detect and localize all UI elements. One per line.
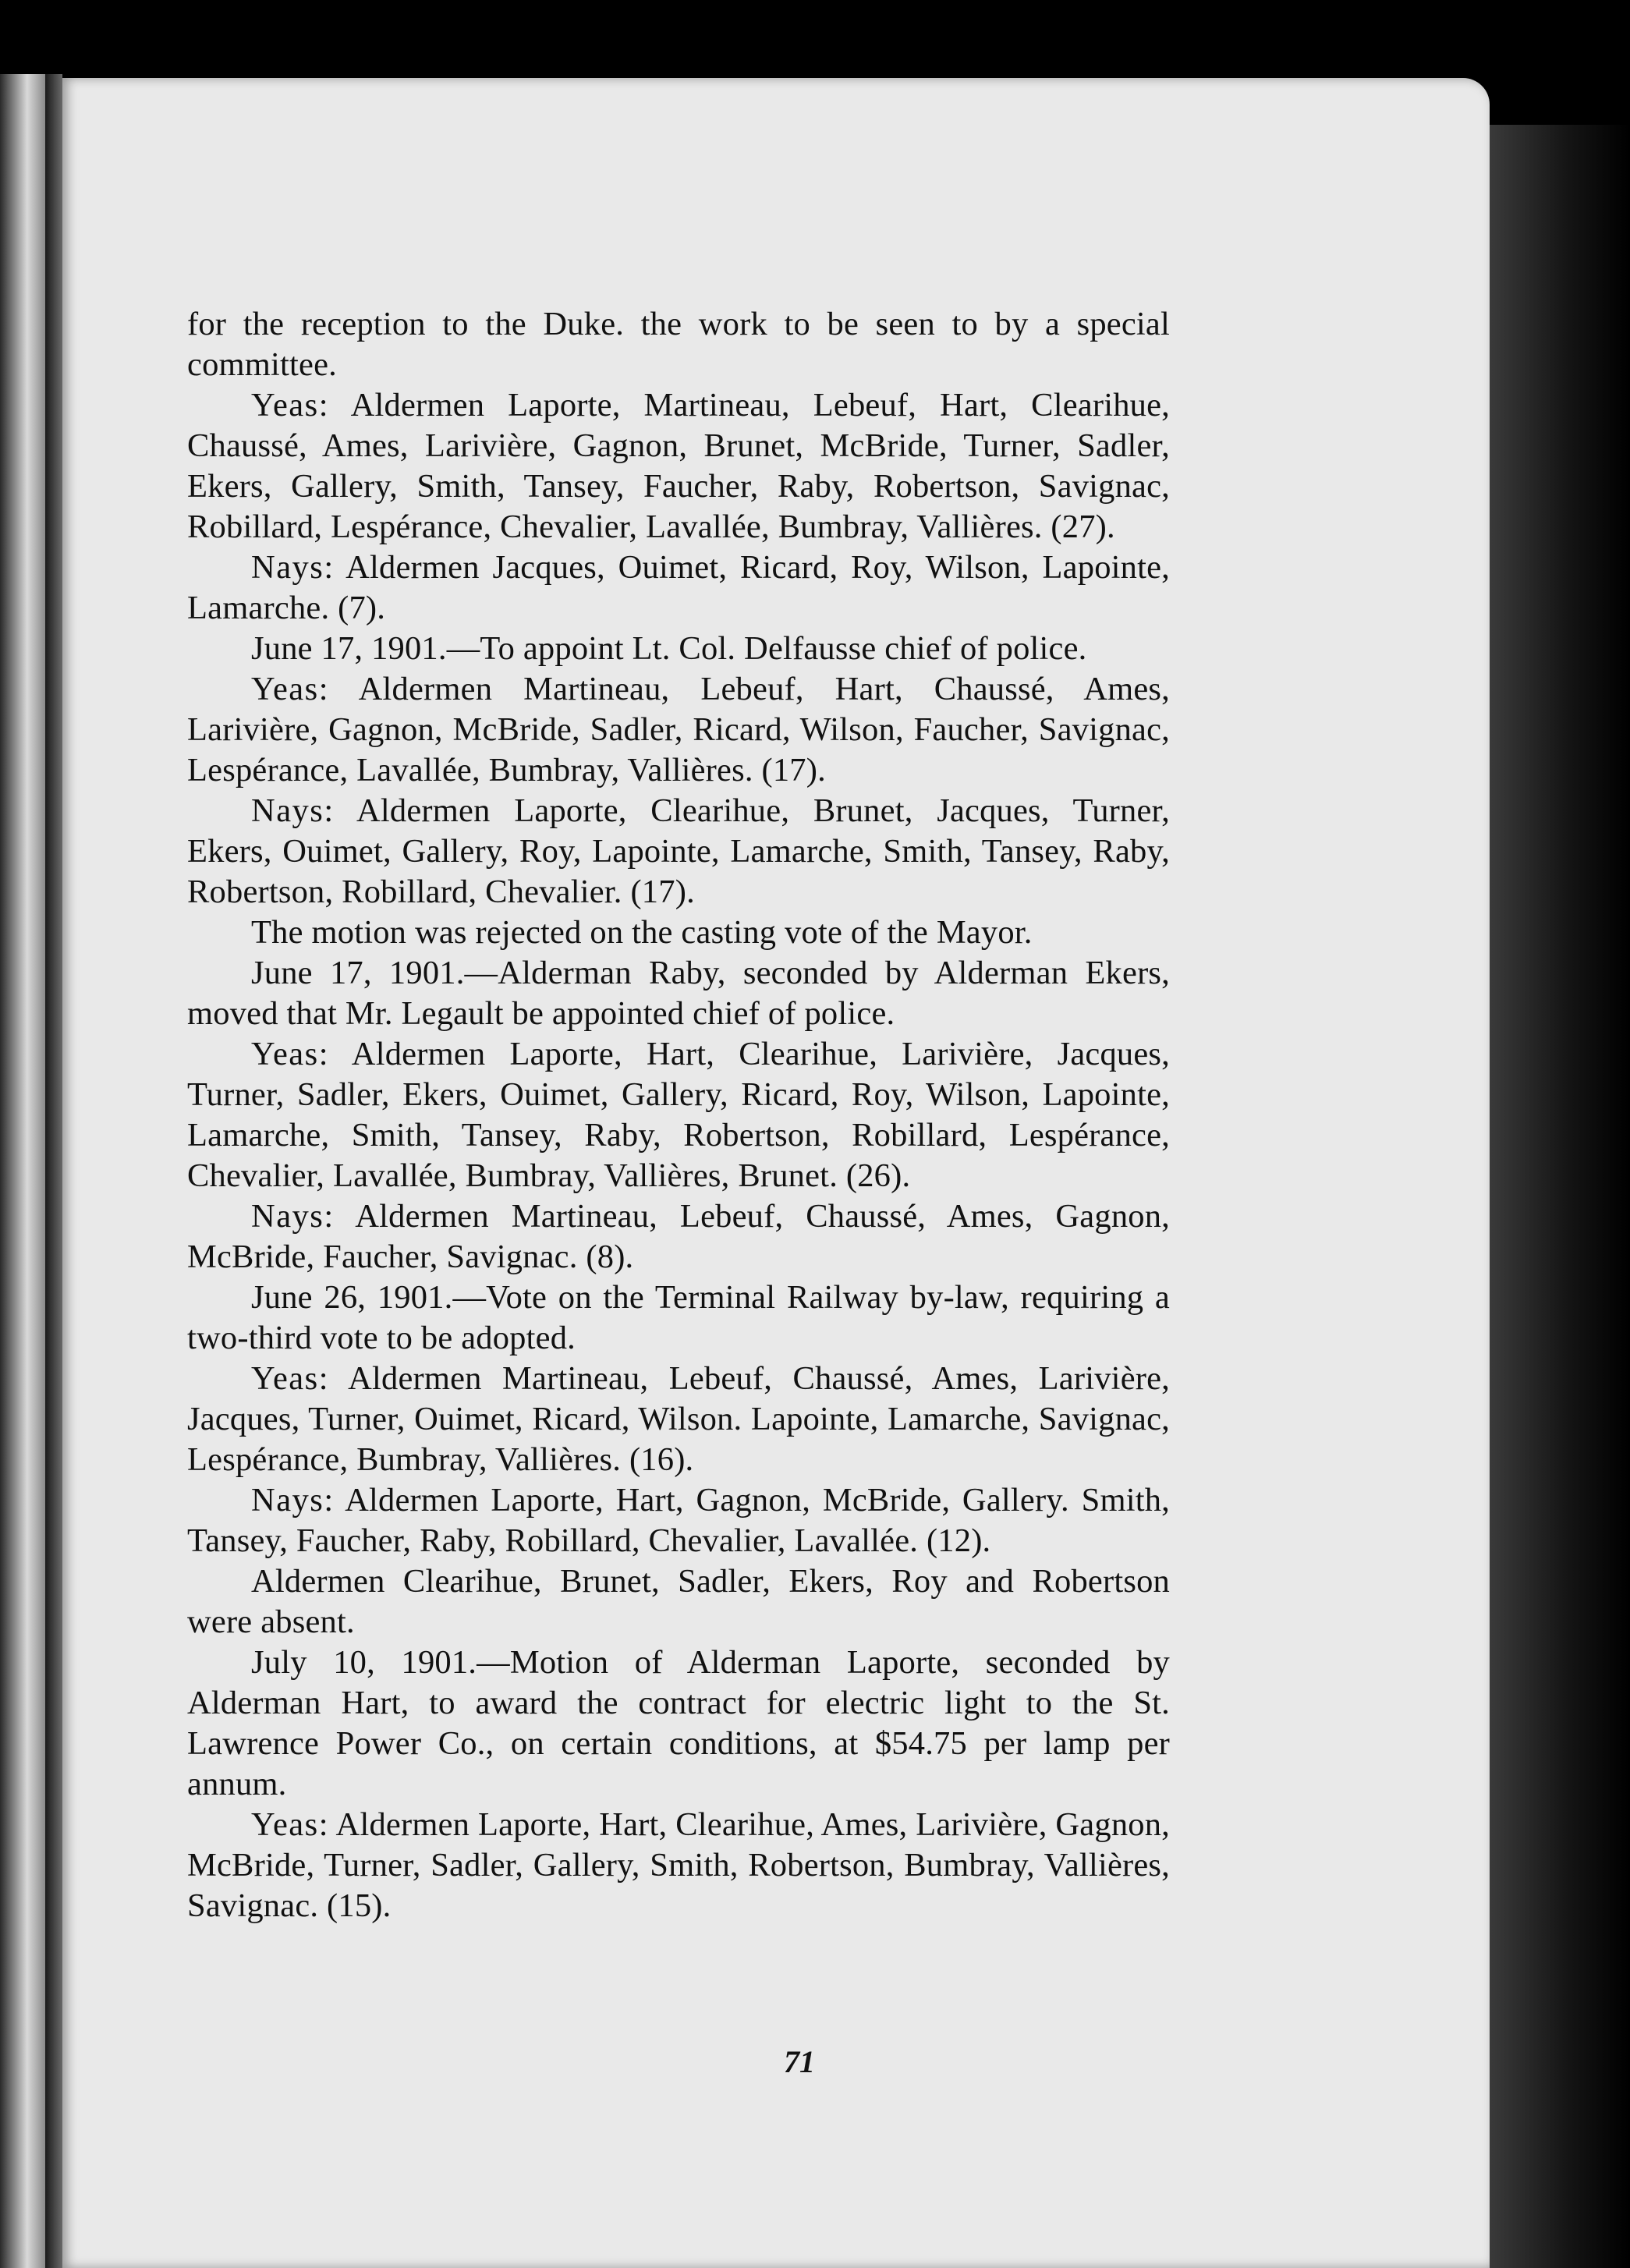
paragraph-text: for the reception to the Duke. the work to be seen to by a special committee. xyxy=(187,306,1170,383)
vote-label: Nays: xyxy=(251,549,335,586)
paragraph-text: Aldermen Martineau, Lebeuf, Hart, Chaussé, Ames, Larivière, Gagnon, McBride, Sadler, Ricard, Wilson, Faucher, Savignac, Lespérance, Lavallée, Bumbray, Vallières. (17). xyxy=(187,671,1170,788)
paragraph xyxy=(187,1034,1170,1196)
paragraph-text: Aldermen Laporte, Hart, Clearihue, Ames, Larivière, Gagnon, McBride, Turner, Sadler, Gallery, Smith, Robertson, Bumbray, Vallières, Savignac. (15). xyxy=(187,1806,1170,1924)
vote-label: Yeas: xyxy=(251,1806,330,1843)
paragraph xyxy=(187,548,1170,629)
paragraph xyxy=(187,1359,1170,1480)
paragraph xyxy=(187,669,1170,791)
paragraph xyxy=(187,385,1170,548)
page-body-text xyxy=(187,304,1170,1926)
paragraph-text: June 17, 1901.—To appoint Lt. Col. Delfausse chief of police. xyxy=(251,630,1087,667)
vote-label: Nays: xyxy=(251,1198,335,1235)
paragraph xyxy=(187,953,1170,1034)
paragraph-text: Aldermen Laporte, Clearihue, Brunet, Jacques, Turner, Ekers, Ouimet, Gallery, Roy, Lapointe, Lamarche, Smith, Tansey, Raby, Robertson, Robillard, Chevalier. (17). xyxy=(187,792,1171,910)
paragraph xyxy=(187,913,1170,953)
paragraph xyxy=(187,1561,1170,1643)
page-number: 71 xyxy=(784,2044,815,2079)
paragraph-text: Aldermen Clearihue, Brunet, Sadler, Ekers, Roy and Robertson were absent. xyxy=(187,1563,1170,1640)
paragraph-text: Aldermen Laporte, Hart, Clearihue, Larivière, Jacques, Turner, Sadler, Ekers, Ouimet, Gallery, Ricard, Roy, Wilson, Lapointe, Lamarche, Smith, Tansey, Raby, Robertson, Robillard, Lespérance, Chevalier, Lavallée, Bumbray, Vallières, Brunet. (26). xyxy=(187,1036,1170,1194)
paragraph xyxy=(187,1278,1170,1359)
paragraph xyxy=(187,1643,1170,1805)
paragraph-text: Aldermen Jacques, Ouimet, Ricard, Roy, Wilson, Lapointe, Lamarche. (7). xyxy=(187,549,1171,626)
vote-label: Yeas: xyxy=(251,1036,330,1072)
vote-label: Yeas: xyxy=(251,387,330,423)
paragraph xyxy=(187,304,1170,385)
paragraph-text: The motion was rejected on the casting vote of the Mayor. xyxy=(251,914,1033,951)
paragraph xyxy=(187,629,1170,669)
paragraph xyxy=(187,1196,1170,1278)
paragraph xyxy=(187,791,1170,913)
paragraph xyxy=(187,1480,1170,1561)
paragraph-text: Aldermen Martineau, Lebeuf, Chaussé, Ames, Gagnon, McBride, Faucher, Savignac. (8). xyxy=(187,1198,1170,1275)
paragraph-text: June 17, 1901.—Alderman Raby, seconded by Alderman Ekers, moved that Mr. Legault be appointed chief of police. xyxy=(187,955,1170,1032)
gutter-shadow xyxy=(45,74,62,2268)
paragraph-text: July 10, 1901.—Motion of Alderman Laporte, seconded by Alderman Hart, to award the contract for electric light to the St. Lawrence Power Co., on certain conditions, at $54.75 per lamp per annum. xyxy=(187,1644,1170,1802)
paragraph-text: Aldermen Laporte, Martineau, Lebeuf, Hart, Clearihue, Chaussé, Ames, Larivière, Gagnon, Brunet, McBride, Turner, Sadler, Ekers, Gallery, Smith, Tansey, Faucher, Raby, Robertson, Savignac, Robillard, Lespérance, Chevalier, Lavallée, Bumbray, Vallières. (27). xyxy=(187,387,1170,545)
facing-page-edge xyxy=(0,74,45,2268)
paragraph-text: June 26, 1901.—Vote on the Terminal Railway by-law, requiring a two-third vote to be adopted. xyxy=(187,1279,1170,1356)
vote-label: Yeas: xyxy=(251,1360,330,1397)
vote-label: Nays: xyxy=(251,1482,335,1518)
vote-label: Nays: xyxy=(251,792,335,829)
paragraph xyxy=(187,1805,1170,1926)
vote-label: Yeas: xyxy=(251,671,330,707)
right-edge-shadow xyxy=(1490,125,1630,2268)
paragraph-text: Aldermen Martineau, Lebeuf, Chaussé, Ames, Larivière, Jacques, Turner, Ouimet, Ricard, Wilson. Lapointe, Lamarche, Savignac, Lespérance, Bumbray, Vallières. (16). xyxy=(187,1360,1170,1478)
paragraph-text: Aldermen Laporte, Hart, Gagnon, McBride, Gallery. Smith, Tansey, Faucher, Raby, Robillard, Chevalier, Lavallée. (12). xyxy=(187,1482,1170,1559)
